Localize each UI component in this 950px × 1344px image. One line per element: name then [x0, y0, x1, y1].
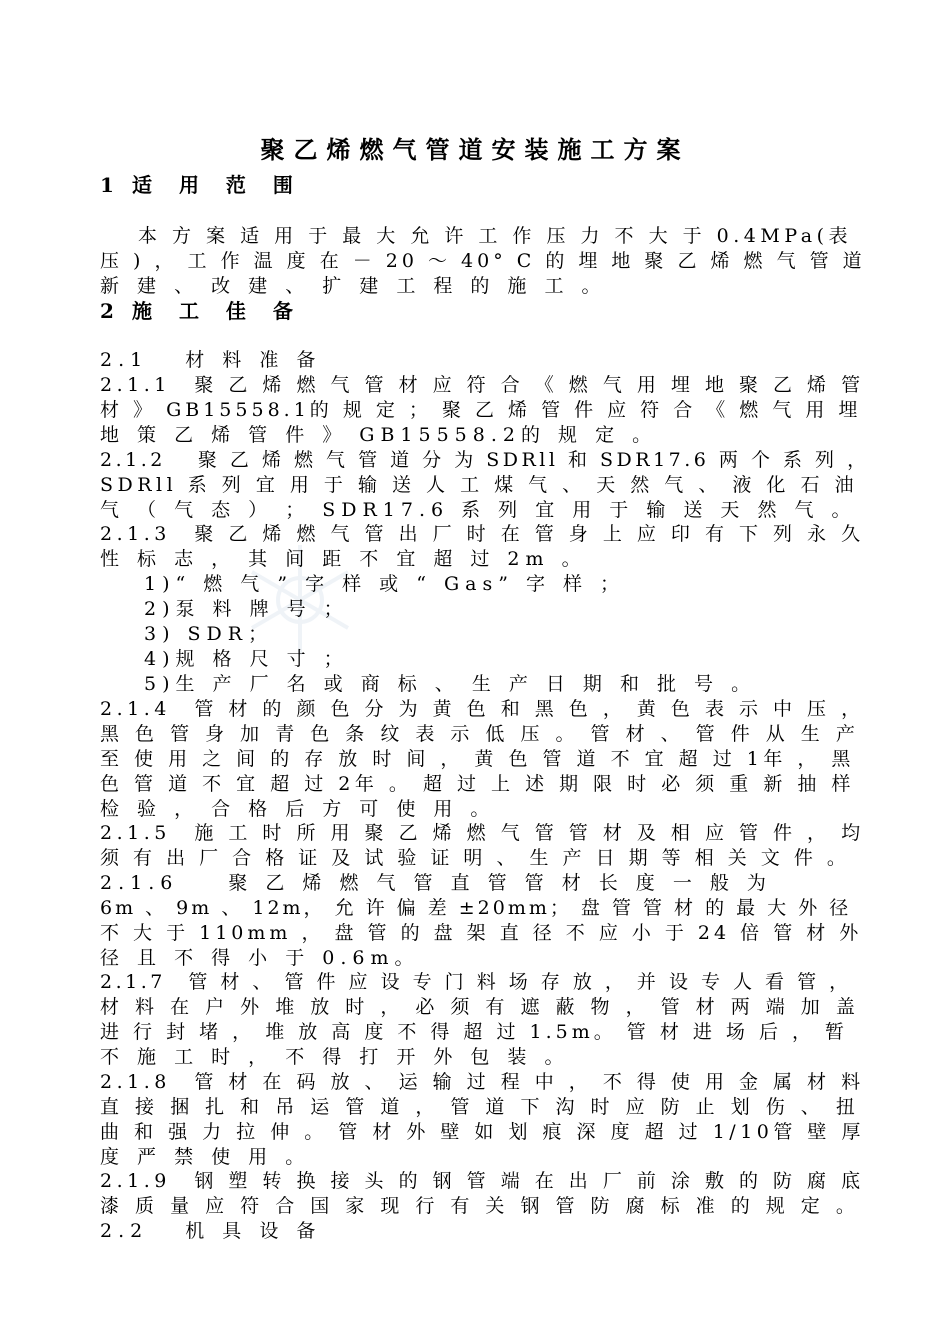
- p215-line-1: 2.1.5 施 工 时 所 用 聚 乙 烯 燃 气 管 管 材 及 相 应 管 件 ， 均: [100, 822, 865, 844]
- p219-line-2: 漆 质 量 应 符 合 国 家 现 行 有 关 钢 管 防 腐 标 准 的 规 定 。: [100, 1195, 860, 1217]
- p217-line-2: 材 料 在 户 外 堆 放 时 ， 必 须 有 遮 蔽 物 ， 管 材 两 端 加 盖: [100, 996, 860, 1018]
- p217-line-3: 进 行 封 堵 ， 堆 放 高 度 不 得 超 过 1.5m。 管 材 进 场 后 ， 暂: [100, 1021, 849, 1043]
- p218-line-1: 2.1.8 管 材 在 码 放 、 运 输 过 程 中 ， 不 得 使 用 金 属 材 料: [100, 1071, 865, 1093]
- list-item-5: 5)生 产 厂 名 或 商 标 、 生 产 日 期 和 批 号 。: [144, 673, 757, 695]
- p216-line-4: 径 且 不 得 小 于 0.6m。: [100, 947, 420, 969]
- p214-line-3: 至 使 用 之 间 的 存 放 时 间 ， 黄 色 管 道 不 宜 超 过 1年 ， 黑: [100, 748, 855, 770]
- p211-line-2: 材 》 GB15558.1的 规 定 ； 聚 乙 烯 管 件 应 符 合 《 燃 气 用 埋: [100, 399, 862, 421]
- section-2-label: 施 工 佳 备: [132, 299, 303, 323]
- p212-line-2: SDRll 系 列 宜 用 于 输 送 人 工 煤 气 、 天 然 气 、 液 化 石 油: [100, 474, 859, 496]
- p211-line-3: 地 策 乙 烯 管 件 》 GB15558.2的 规 定 。: [100, 424, 658, 446]
- p212-line-3: 气 （ 气 态 ） ； SDR17.6 系 列 宜 用 于 输 送 天 然 气 。: [100, 499, 857, 521]
- p214-line-1: 2.1.4 管 材 的 颜 色 分 为 黄 色 和 黑 色 ， 黄 色 表 示 中 压 ，: [100, 698, 865, 720]
- p218-line-2: 直 接 捆 扎 和 吊 运 管 道 ， 管 道 下 沟 时 应 防 止 划 伤 、 扭: [100, 1096, 860, 1118]
- list-item-1: 1)“ 燃 气 ” 字 样 或 “ Gas” 字 样 ；: [144, 573, 626, 595]
- sec1-line-2: 压 ) ， 工 作 温 度 在 － 20 ～ 40° C 的 埋 地 聚 乙 烯 燃 气 管 道: [100, 250, 866, 272]
- list-item-4: 4)规 格 尺 寸 ；: [144, 648, 349, 670]
- p216-line-3: 不 大 于 110mm ， 盘 管 的 盘 架 直 径 不 应 小 于 24 倍 管 材 外: [100, 922, 863, 944]
- document-title: 聚乙烯燃气管道安装施工方案: [260, 135, 690, 164]
- p213-line-2: 性 标 志 ， 其 间 距 不 宜 超 过 2m 。: [100, 548, 587, 570]
- p215-line-2: 须 有 出 厂 合 格 证 及 试 验 证 明 、 生 产 日 期 等 相 关 文 件 。: [100, 847, 850, 869]
- section-1-number: 1: [100, 173, 124, 197]
- p213-line-1: 2.1.3 聚 乙 烯 燃 气 管 出 厂 时 在 管 身 上 应 印 有 下 列 永 久: [100, 523, 865, 545]
- p217-line-4: 不 施 工 时 ， 不 得 打 开 外 包 装 。: [100, 1046, 570, 1068]
- p216-line-2: 6m 、 9m 、 12m， 允 许 偏 差 ±20mm； 盘 管 管 材 的 最 大 外 径: [100, 897, 852, 919]
- section-1-label: 适 用 范 围: [132, 173, 303, 197]
- p211-line-1: 2.1.1 聚 乙 烯 燃 气 管 材 应 符 合 《 燃 气 用 埋 地 聚 乙 烯 管: [100, 374, 865, 396]
- sec1-line-1: 本 方 案 适 用 于 最 大 允 许 工 作 压 力 不 大 于 0.4MPa(表: [138, 225, 853, 247]
- p214-line-5: 检 验 ， 合 格 后 方 可 使 用 。: [100, 798, 496, 820]
- section-1-heading: [100, 172, 303, 198]
- p218-line-3: 曲 和 强 力 拉 伸 。 管 材 外 壁 如 划 痕 深 度 超 过 1/10管 壁 厚: [100, 1121, 865, 1143]
- section-2-number: 2: [100, 299, 124, 323]
- p218-line-4: 度 严 禁 使 用 。: [100, 1146, 311, 1168]
- p214-line-2: 黑 色 管 身 加 青 色 条 纹 表 示 低 压 。 管 材 、 管 件 从 生 产: [100, 723, 860, 745]
- subsection-2-2: 2.2 机 具 设 备: [100, 1220, 322, 1242]
- p219-line-1: 2.1.9 钢 塑 转 换 接 头 的 钢 管 端 在 出 厂 前 涂 敷 的 防 腐 底: [100, 1170, 865, 1192]
- p214-line-4: 色 管 道 不 宜 超 过 2年 。 超 过 上 述 期 限 时 必 须 重 新 抽 样: [100, 773, 855, 795]
- list-item-3: 3) SDR；: [144, 623, 274, 645]
- sec1-line-3: 新 建 、 改 建 、 扩 建 工 程 的 施 工 。: [100, 275, 607, 297]
- subsection-2-1: 2.1 材 料 准 备: [100, 349, 322, 371]
- list-item-2: 2)泵 料 牌 号 ；: [144, 598, 349, 620]
- p216-line-1: 2.1.6 聚 乙 烯 燃 气 管 直 管 管 材 长 度 一 般 为: [100, 872, 772, 894]
- p217-line-1: 2.1.7 管 材 、 管 件 应 设 专 门 料 场 存 放 ， 并 设 专 人 看 管 ，: [100, 971, 852, 993]
- section-2-heading: [100, 298, 303, 324]
- p212-line-1: 2.1.2 聚 乙 烯 燃 气 管 道 分 为 SDRll 和 SDR17.6 两 个 系 列 ，: [100, 449, 870, 471]
